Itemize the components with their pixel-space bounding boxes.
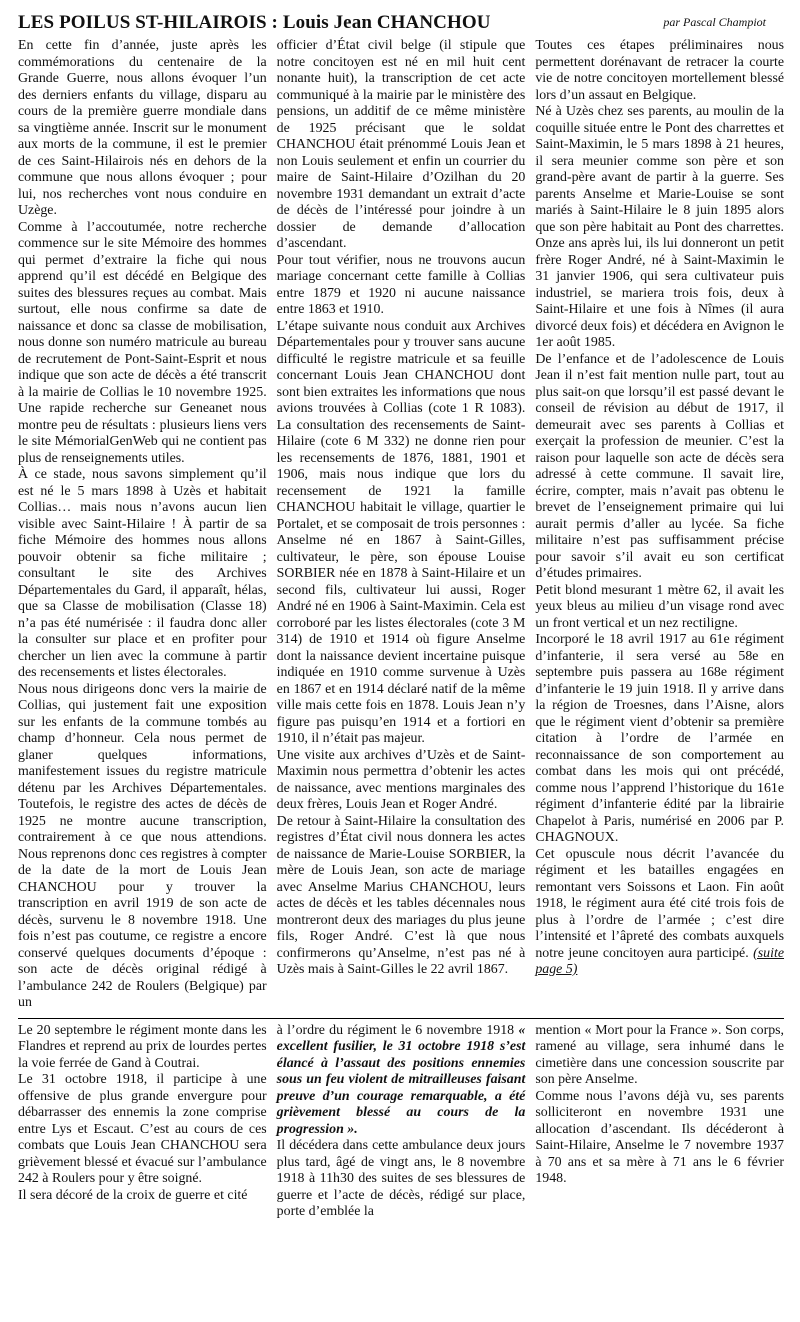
paragraph: Une visite aux archives d’Uzès et de Saint-Maximin nous permettra d’obtenir les actes de naissance, avec mentions marginales des deux frères, Louis Jean et Roger André.	[276, 747, 526, 812]
section-divider	[18, 1018, 784, 1019]
column-3	[535, 38, 784, 1012]
article-columns-top	[18, 38, 784, 1012]
article-byline: par Pascal Champiot	[663, 15, 766, 29]
paragraph: Le 20 septembre le régiment monte dans les Flandres et reprend au prix de lourdes pertes la voie ferrée de Gand à Coutrai.	[18, 1022, 267, 1071]
paragraph: De retour à Saint-Hilaire la consultation des registres d’État civil nous donnera les actes de naissance de Marie-Louise SORBIER, la mère de Louis Jean, son acte de mariage avec Anselme Marius CHANCHOU, leurs actes de décès et les tables décennales nous montreront deux des mariages du plus jeune fils, Roger André. C’est là que nous confirmerons qu’Anselme, n’est pas né à Uzès mais à Saint-Gilles le 22 avril 1867.	[276, 813, 526, 977]
paragraph: mention « Mort pour la France ». Son corps, ramené au village, sera inhumé dans le cimetière dans une concession souscrite par son père Anselme.	[535, 1022, 785, 1087]
paragraph: Né à Uzès chez ses parents, au moulin de la coquille située entre le Pont des charrettes et Saint-Maximin, le 5 mars 1898 à 21 heures, il sera meunier comme son père et son grand-père avant de partir à la guerre. Ses parents Anselme et Marie-Louise se sont mariés à Saint-Hilaire le 8 juin 1895 alors que son père habitait au Pont des charrettes. Onze ans après lui, ils lui donneront un petit frère Roger André, né à Saint-Maximin le 31 janvier 1906, qui sera cultivateur puis industriel, se mariera trois fois, deux à Saint-Hilaire et une fois à Nîmes (il aura divorcé deux fois) et décédera en Avignon le 1er août 1985.	[535, 104, 785, 350]
column-2	[277, 38, 526, 1012]
article-title: LES POILUS ST-HILAIROIS : Louis Jean CHANCHOU	[18, 12, 491, 33]
continued-page-link[interactable]: (suite page 5)	[535, 945, 785, 977]
paragraph: Cet opuscule nous décrit l’avancée du régiment et les batailles engagées en remontant vers Soissons et Laon. Fin août 1918, le régiment aura été cité trois fois de plus à l’ordre de l’armée ; c’est dire l’intensité et l’âpreté des combats auxquels notre jeune concitoyen aura participé.	[535, 846, 785, 961]
paragraph: Incorporé le 18 avril 1917 au 61e régiment d’infanterie, il sera versé au 58e en septembre puis passera au 168e régiment d’infanterie le 19 juin 1918. Il y arrive dans la région de Troesnes, dans l’Aisne, alors que le régiment vient d’obtenir sa première citation à l’ordre de l’armée en reconnaissance de son comportement au combat dans les mois qui ont précédé, comme nous l’apprend l’historique du 161e régiment d’infanterie édité par la librairie Chapelot à Paris, numérisé en 2006 par P. CHAGNOUX.	[535, 632, 785, 845]
paragraph	[277, 1023, 526, 1139]
paragraph: Comme nous l’avons déjà vu, ses parents solliciteront en novembre 1931 une allocation d’ascendant. Ils décéderont à Saint-Hilaire, Anselme le 7 novembre 1937 à 70 ans et sa mère à 71 ans le 6 février 1948.	[535, 1088, 785, 1186]
column-1	[18, 38, 267, 1012]
bottom-column-3	[535, 1023, 784, 1221]
paragraph: Comme à l’accoutumée, notre recherche commence sur le site Mémoire des hommes qui permet d’extraire la fiche qui nous apprend qu’il est décédé en Belgique des suites des blessures reçues au combat. Mais surtout, elle nous confirme sa date de naissance et donc sa classe de mobilisation, nous donne son numéro matricule au bureau de recrutement de Pont-Saint-Esprit et nous indique que son acte de décès a été transcrit à la mairie de Collias le 10 novembre 1925. Une rapide recherche sur Geneanet nous montre peu de résultats : plusieurs liens vers le site MémorialGenWeb qui ne contient pas plus de renseignements utiles.	[18, 219, 267, 466]
citation-intro: à l’ordre du régiment le 6 novembre 1918	[276, 1022, 515, 1038]
paragraph: Il sera décoré de la croix de guerre et cité	[18, 1187, 248, 1203]
paragraph: Pour tout vérifier, nous ne trouvons aucun mariage concernant cette famille à Collias entre 1879 et 1920 ni aucune naissance entre 1863 et 1910.	[276, 252, 526, 317]
paragraph: Nous nous dirigeons donc vers la mairie de Collias, qui justement fait une exposition sur les enfants de la commune tombés au champ d’honneur. Cela nous permet de glaner quelques informations, manifestement issues du registre matricule détenu par les Archives Départementales. Toutefois, le registre des actes de décès de 1925 ne montre aucune transcription, contrairement à ce que nous attendions. Nous reprenons donc ces registres à compter de la date de la mort de Louis Jean CHANCHOU pour y trouver la transcription en avril 1919 de son acte de décès, survenu le 8 novembre 1918. Une fois n’est pas coutume, ce registre a encore conservé quelques documents d’époque : son acte de décès original rédigé à l’ambulance 242 de Roulers (Belgique) par un	[18, 681, 267, 1010]
paragraph: officier d’État civil belge (il stipule que notre concitoyen est né en mil huit cent nonante huit), la transcription de cet acte communiqué à la mairie par le ministère des pensions, un additif de ce même ministère de 1925 précisant que le soldat CHANCHOU était prénommé Louis Jean et non Louis seulement et enfin un courrier du maire de Saint-Hilaire d’Ozilhan du 20 novembre 1931 demandant un extrait d’acte de décès de l’intéressé pour joindre à un dossier de demande d’allocation d’ascendant.	[276, 38, 526, 251]
citation-quote: « excellent fusilier, le 31 octobre 1918 s’est élancé à l’assaut des positions ennemies sous un feu violent de mitrailleuses faisant preuve d’un courage remarquable, a été grièvement blessé au cours de la progression ».	[276, 1022, 526, 1137]
article-columns-bottom	[18, 1023, 784, 1221]
paragraph: En cette fin d’année, juste après les commémorations du centenaire de la Grande Guerre, nous allons évoquer l’un des derniers enfants du village, disparu au cours de la première guerre mondiale dans sa vingtième année. Inscrit sur le monument aux morts de la commune, il est le premier de ces Saint-Hilairois nés en dehors de la commune que nous allons évoquer ; pour lui, nos recherches vont nous conduire en Uzège.	[18, 38, 267, 218]
bottom-column-2	[277, 1023, 526, 1221]
bottom-column-1	[18, 1023, 267, 1221]
paragraph: Toutes ces étapes préliminaires nous permettent dorénavant de retracer la courte vie de notre concitoyen mortellement blessé lors d’un assaut en Belgique.	[535, 38, 785, 103]
paragraph: L’étape suivante nous conduit aux Archives Départementales pour y trouver sans aucune difficulté le registre matricule et sa feuille concernant Louis Jean CHANCHOU dont sont bien extraites les informations que nous avions trouvées à Collias (cote 1 R 1083). La consultation des recensements de Saint-Hilaire (cote 6 M 332) ne donne rien pour les recensements de 1876, 1881, 1901 et 1906, mais nous indique que lors du recensement de 1921 la famille CHANCHOU habitait le village, quartier le Portalet, et se composait de trois personnes : Anselme né en 1867 à Saint-Gilles, cultivateur, le père, son épouse Louise SORBIER née en 1878 à Saint-Hilaire et un second fils, cultivateur lui aussi, Roger André né en 1906 à Saint-Maximin. Cela est corroboré par les listes électorales (cote 3 M 314) de 1910 et 1914 où figure Anselme dont la naissance devient incertaine puisque indiquée en 1910 comme survenue à Uzès en 1867 et en 1914 déclaré natif de la même ville mais cette fois en 1878. Louis Jean n’y figure pas puisqu’en 1914 et a fortiori en 1910, il n’était pas majeur.	[276, 318, 526, 746]
paragraph: Il décédera dans cette ambulance deux jours plus tard, âgé de vingt ans, le 8 novembre 1918 à 11h30 des suites de ses blessures de guerre et l’acte de décès, rédigé sur place, porte d’emblée la	[276, 1138, 526, 1219]
paragraph: À ce stade, nous savons simplement qu’il est né le 5 mars 1898 à Uzès et habitait Collias… mais nous n’avons aucun lien visible avec Saint-Hilaire ! À partir de sa fiche Mémoire des hommes nous allons pouvoir obtenir sa fiche militaire ; consultant le site des Archives Départementales du Gard, il apparaît, hélas, que sa Classe de mobilisation (Classe 18) n’a pas été numérisée : il faudra donc aller la consulter sur place et en profiter pour chercher un lien avec la commune à partir des recensements et listes électorales.	[18, 467, 267, 680]
paragraph: De l’enfance et de l’adolescence de Louis Jean il n’est fait mention nulle part, tout au plus sait-on que lorsqu’il est passé devant le conseil de révision au début de 1917, il demeurait avec ses parents à Collias et exerçait la profession de meunier. C’est la raison pour laquelle son acte de décès sera adressé à cette commune. Il savait lire, écrire, compter, mais n’avait pas obtenu le brevet de l’enseignement primaire qui lui aurait permis d’aller au lycée. Sa fiche militaire n’est pas suffisamment précise pour savoir s’il avait eu son certificat d’études primaires.	[535, 351, 785, 581]
article-header	[18, 4, 784, 34]
paragraph-with-link	[535, 847, 784, 979]
paragraph: Le 31 octobre 1918, il participe à une offensive de plus grande envergure pour débarrasser des ennemis la zone comprise entre Lys et Escaut. C’est au cours de ces combats que Louis Jean CHANCHOU sera grièvement blessé et évacué sur l’ambulance 242 à Roulers pour y être soigné.	[18, 1072, 267, 1186]
paragraph: Petit blond mesurant 1 mètre 62, il avait les yeux bleus au milieu d’un visage rond avec un front vertical et un nez rectiligne.	[535, 582, 785, 631]
